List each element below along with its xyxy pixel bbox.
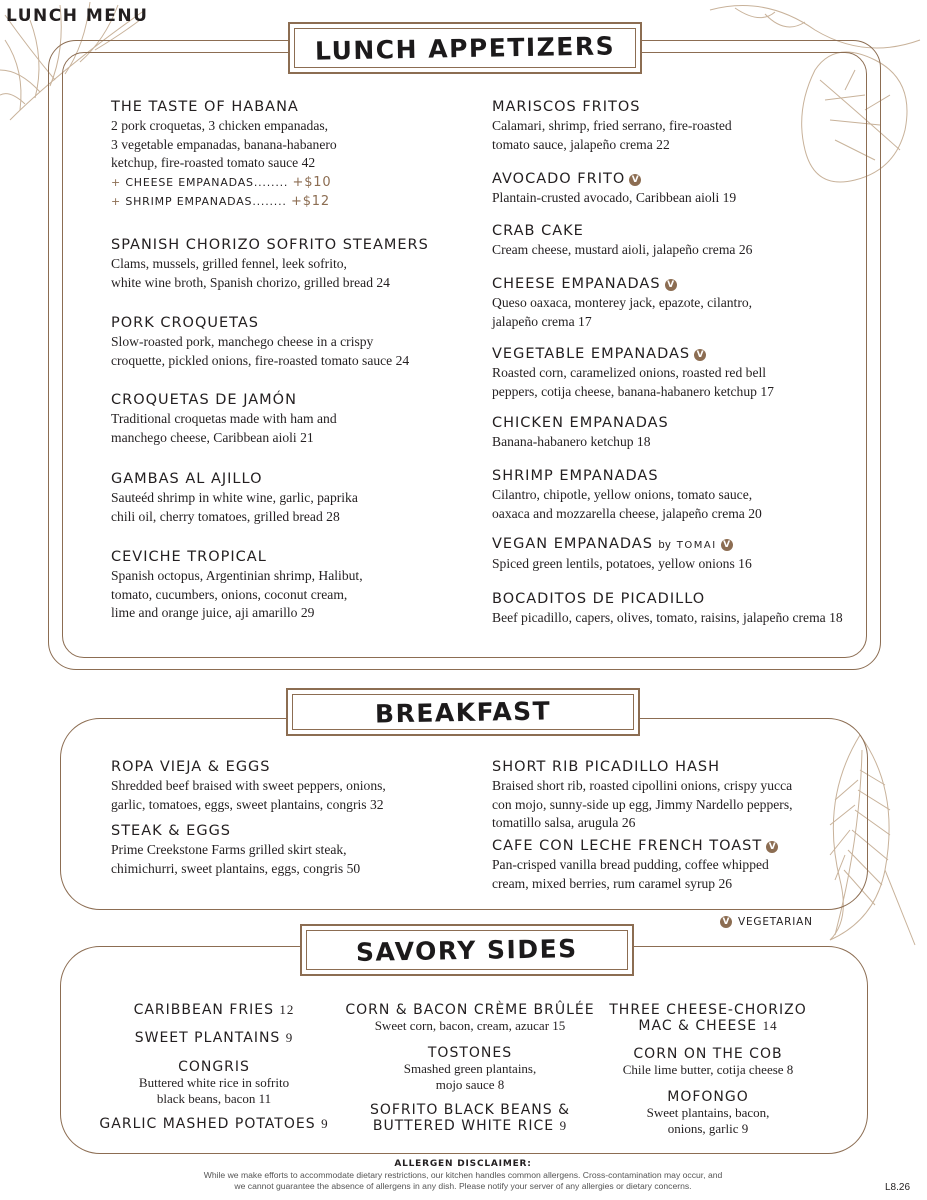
vegetarian-legend-label: VEGETARIAN xyxy=(738,916,813,928)
side-price: 9 xyxy=(559,1118,568,1133)
item-name: CROQUETAS DE JAMÓN xyxy=(111,392,297,408)
tomai-brand-logo: TOMAI xyxy=(676,540,717,551)
side-desc: Buttered white rice in sofrito xyxy=(138,1075,290,1090)
item-name: BOCADITOS DE PICADILLO xyxy=(492,591,706,607)
item-desc: con mojo, sunny-side up egg, Jimmy Nardello peppers, xyxy=(492,796,793,812)
side-name: SWEET PLANTAINS xyxy=(134,1030,281,1046)
breakfast-title: BREAKFAST xyxy=(374,695,552,729)
appetizers-banner xyxy=(288,22,642,74)
menu-item-pork-croquetas xyxy=(111,314,409,370)
side-price: 9 xyxy=(285,1030,294,1045)
item-desc: Traditional croquetas made with ham and xyxy=(111,411,337,426)
item-desc: Spiced green lentils, potatoes, yellow onions 16 xyxy=(492,556,752,571)
item-name: SHORT RIB PICADILLO HASH xyxy=(492,759,721,775)
disclaimer-line: we cannot guarantee the absence of allergens in any dish. Please notify your server of any allergies or dietary concerns. xyxy=(234,1181,692,1191)
item-name: SPANISH CHORIZO SOFRITO STEAMERS xyxy=(111,237,429,253)
allergen-disclaimer xyxy=(60,1158,866,1192)
menu-item-french-toast xyxy=(492,837,778,893)
item-name: STEAK & EGGS xyxy=(111,823,232,839)
item-name: GAMBAS AL AJILLO xyxy=(111,471,263,487)
menu-item-croquetas-jamon xyxy=(111,391,337,447)
item-desc: white wine broth, Spanish chorizo, grilled bread 24 xyxy=(111,274,390,290)
disclaimer-title: ALLERGEN DISCLAIMER: xyxy=(394,1159,532,1169)
side-name: CORN ON THE COB xyxy=(633,1046,783,1062)
side-name: SOFRITO BLACK BEANS & xyxy=(369,1102,571,1118)
menu-item-shrimp-empanadas xyxy=(492,467,762,523)
item-name: MARISCOS FRITOS xyxy=(492,99,641,115)
item-desc: Clams, mussels, grilled fennel, leek sofrito, xyxy=(111,256,347,271)
by-label: by xyxy=(658,539,672,551)
vegetarian-icon: V xyxy=(629,174,641,186)
item-name: SHRIMP EMPANADAS xyxy=(492,468,659,484)
side-corn-cob xyxy=(588,1046,828,1078)
item-name: CHICKEN EMPANADAS xyxy=(492,415,669,431)
item-desc: garlic, tomatoes, eggs, sweet plantains, congris 32 xyxy=(111,796,384,812)
menu-item-avocado-frito xyxy=(492,170,736,208)
item-name: ROPA VIEJA & EGGS xyxy=(111,759,271,775)
addon-price: +$10 xyxy=(292,174,332,190)
item-desc: chimichurri, sweet plantains, eggs, congris 50 xyxy=(111,860,361,876)
menu-item-cheese-empanadas xyxy=(492,275,752,331)
item-name: THE TASTE OF HABANA xyxy=(111,99,299,115)
menu-item-bocaditos-picadillo xyxy=(492,590,843,628)
item-name: CAFE CON LECHE FRENCH TOAST xyxy=(492,838,763,854)
item-name-row xyxy=(492,535,752,555)
side-sofrito-beans xyxy=(330,1102,610,1134)
addon-plus: + xyxy=(111,194,122,208)
item-desc: chili oil, cherry tomatoes, grilled bread 28 xyxy=(111,508,340,524)
item-desc: Roasted corn, caramelized onions, roasted red bell xyxy=(492,365,767,380)
item-name: CHEESE EMPANADAS xyxy=(492,276,661,292)
item-desc: Braised short rib, roasted cipollini onions, crispy yucca xyxy=(492,778,793,793)
item-desc: Banana-habanero ketchup 18 xyxy=(492,434,651,449)
item-desc: 2 pork croquetas, 3 chicken empanadas, xyxy=(111,118,329,133)
side-name: TOSTONES xyxy=(427,1045,513,1061)
vegetarian-legend xyxy=(720,912,813,930)
side-caribbean-fries xyxy=(114,1002,314,1018)
item-desc: cream, mixed berries, rum caramel syrup 26 xyxy=(492,875,733,891)
side-congris xyxy=(114,1059,314,1106)
side-price: 14 xyxy=(762,1018,778,1033)
sides-banner xyxy=(300,924,634,976)
menu-item-chorizo-steamers xyxy=(111,236,429,292)
side-desc: Chile lime butter, cotija cheese 8 xyxy=(622,1062,794,1077)
menu-item-chicken-empanadas xyxy=(492,414,669,452)
menu-item-short-rib-hash xyxy=(492,758,793,833)
side-name: GARLIC MASHED POTATOES xyxy=(99,1116,316,1132)
item-name-row xyxy=(492,345,774,364)
item-desc: peppers, cotija cheese, banana-habanero ketchup 17 xyxy=(492,383,774,399)
side-name: BUTTERED WHITE RICE xyxy=(372,1118,555,1134)
item-desc: ketchup, fire-roasted tomato sauce 42 xyxy=(111,155,316,170)
vegetarian-icon: V xyxy=(766,841,778,853)
side-price: 12 xyxy=(279,1002,295,1017)
page-code: L8.26 xyxy=(885,1182,911,1193)
menu-item-crab-cake xyxy=(492,222,752,260)
menu-item-mariscos-fritos xyxy=(492,98,732,154)
side-name: CARIBBEAN FRIES xyxy=(133,1002,274,1018)
side-tostones xyxy=(330,1045,610,1092)
item-name: CRAB CAKE xyxy=(492,223,584,239)
side-mofongo xyxy=(588,1089,828,1136)
side-name: MAC & CHEESE xyxy=(638,1018,758,1034)
item-desc: croquette, pickled onions, fire-roasted tomato sauce 24 xyxy=(111,352,410,368)
appetizers-title: LUNCH APPETIZERS xyxy=(314,30,616,66)
item-desc: Cilantro, chipotle, yellow onions, tomato sauce, xyxy=(492,487,753,502)
menu-item-ceviche-tropical xyxy=(111,548,363,623)
addon-label: CHEESE EMPANADAS........ xyxy=(125,175,289,189)
addon-price: +$12 xyxy=(291,193,330,209)
side-desc: mojo sauce 8 xyxy=(435,1076,505,1092)
item-name: VEGAN EMPANADAS xyxy=(492,536,653,552)
item-desc: jalapeño crema 17 xyxy=(492,313,592,329)
side-mac-cheese xyxy=(588,1002,828,1034)
side-desc: Sweet corn, bacon, cream, azucar 15 xyxy=(374,1018,566,1033)
item-name-row xyxy=(492,275,752,294)
menu-item-steak-eggs xyxy=(111,822,360,878)
item-desc: tomato, cucumbers, onions, coconut cream, xyxy=(111,586,348,602)
addon-cheese-empanadas xyxy=(111,173,337,192)
side-corn-bacon xyxy=(330,1002,610,1034)
side-desc: onions, garlic 9 xyxy=(667,1120,749,1136)
addon-plus: + xyxy=(111,175,122,189)
item-desc: tomato sauce, jalapeño crema 22 xyxy=(492,136,670,152)
side-price: 9 xyxy=(321,1116,329,1131)
side-name: CONGRIS xyxy=(178,1059,250,1075)
disclaimer-line: While we make efforts to accommodate dietary restrictions, our kitchen handles common allergens. Cross-contamination may occur, and xyxy=(203,1170,723,1180)
item-desc: Pan-crisped vanilla bread pudding, coffee whipped xyxy=(492,857,769,872)
menu-header: LUNCH MENU xyxy=(6,6,149,26)
side-desc: Smashed green plantains, xyxy=(403,1061,537,1076)
vegetarian-legend-icon: V xyxy=(720,916,732,928)
side-sweet-plantains xyxy=(114,1030,314,1046)
item-desc: oaxaca and mozzarella cheese, jalapeño crema 20 xyxy=(492,505,762,521)
sides-title: SAVORY SIDES xyxy=(355,933,579,967)
item-desc: Prime Creekstone Farms grilled skirt steak, xyxy=(111,842,347,857)
item-desc: Slow-roasted pork, manchego cheese in a crispy xyxy=(111,334,374,349)
side-name: THREE CHEESE-CHORIZO xyxy=(609,1002,807,1018)
side-garlic-mashed xyxy=(94,1116,334,1132)
item-desc: tomatillo salsa, arugula 26 xyxy=(492,815,636,830)
item-desc: 3 vegetable empanadas, banana-habanero xyxy=(111,136,337,152)
item-desc: Beef picadillo, capers, olives, tomato, raisins, jalapeño crema 18 xyxy=(492,610,843,625)
item-desc: Queso oaxaca, monterey jack, epazote, cilantro, xyxy=(492,295,753,310)
menu-item-gambas-al-ajillo xyxy=(111,470,358,526)
item-name: AVOCADO FRITO xyxy=(492,171,626,187)
item-name: CEVICHE TROPICAL xyxy=(111,549,267,565)
item-desc: Plantain-crusted avocado, Caribbean aioli 19 xyxy=(492,190,737,205)
item-desc: Shredded beef braised with sweet peppers, onions, xyxy=(111,778,386,793)
item-desc: Calamari, shrimp, fried serrano, fire-roasted xyxy=(492,118,732,133)
addon-shrimp-empanadas xyxy=(111,192,337,211)
item-name: VEGETABLE EMPANADAS xyxy=(492,346,691,362)
item-desc: lime and orange juice, aji amarillo 29 xyxy=(111,605,315,620)
item-name-row xyxy=(492,170,736,189)
menu-item-vegetable-empanadas xyxy=(492,345,774,401)
vegetarian-icon: V xyxy=(694,349,706,361)
item-name: PORK CROQUETAS xyxy=(111,315,260,331)
side-name: MOFONGO xyxy=(667,1089,749,1105)
vegetarian-icon: V xyxy=(721,539,733,551)
item-desc: Spanish octopus, Argentinian shrimp, Halibut, xyxy=(111,568,363,583)
side-name: CORN & BACON CRÈME BRÛLÉE xyxy=(345,1002,595,1018)
breakfast-banner xyxy=(286,688,640,736)
menu-item-vegan-empanadas xyxy=(492,535,752,574)
item-desc: Cream cheese, mustard aioli, jalapeño crema 26 xyxy=(492,242,753,257)
vegetarian-icon: V xyxy=(665,279,677,291)
side-desc: Sweet plantains, bacon, xyxy=(646,1105,770,1120)
item-desc: Sauteéd shrimp in white wine, garlic, paprika xyxy=(111,490,358,505)
addon-label: SHRIMP EMPANADAS........ xyxy=(125,194,287,208)
menu-item-ropa-vieja xyxy=(111,758,386,814)
side-desc: black beans, bacon 11 xyxy=(156,1090,272,1106)
item-name-row xyxy=(492,837,778,856)
menu-item-taste-of-habana xyxy=(111,98,337,211)
item-desc: manchego cheese, Caribbean aioli 21 xyxy=(111,429,314,445)
